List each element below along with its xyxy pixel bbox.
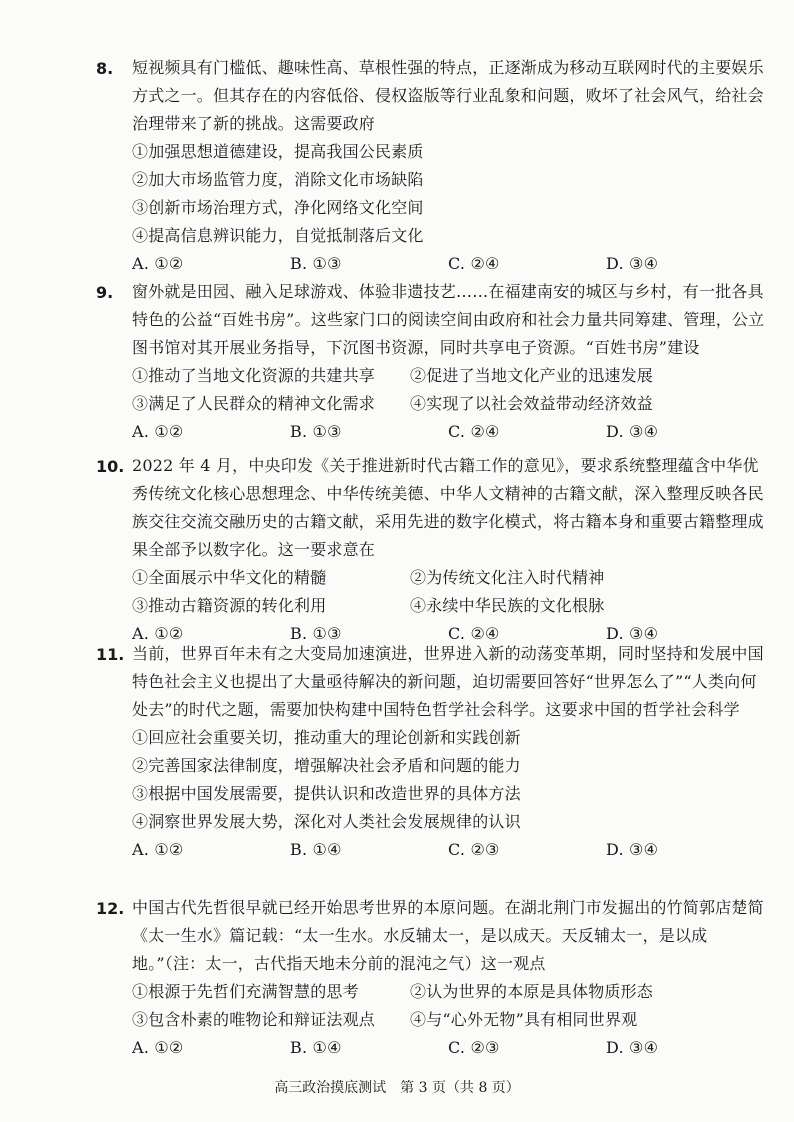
statement-2: ②促进了当地文化产业的迅速发展 bbox=[410, 366, 654, 385]
statement-3: ③包含朴素的唯物论和辩证法观点 bbox=[132, 1010, 376, 1029]
answer-d: D. ③④ bbox=[606, 254, 659, 273]
statement-row bbox=[132, 194, 772, 222]
answer-choices bbox=[132, 1034, 772, 1062]
answer-a: A. ①② bbox=[132, 1038, 184, 1057]
statement-row bbox=[132, 752, 772, 780]
question-number: 11. bbox=[96, 645, 125, 664]
question-number: 9. bbox=[96, 283, 114, 302]
statement-1: ①全面展示中华文化的精髓 bbox=[132, 568, 327, 587]
answer-choices bbox=[132, 418, 772, 446]
statement-row bbox=[132, 1006, 772, 1034]
statement-3: ③创新市场治理方式，净化网络文化空间 bbox=[132, 198, 424, 217]
statement-4: ④洞察世界发展大势，深化对人类社会发展规律的认识 bbox=[132, 812, 521, 831]
page-footer: 高三政治摸底测试 第 3 页（共 8 页） bbox=[274, 1080, 520, 1096]
answer-a: A. ①② bbox=[132, 624, 184, 643]
statement-row bbox=[132, 222, 772, 250]
question-body bbox=[132, 278, 772, 446]
statement-2: ②加大市场监管力度，消除文化市场缺陷 bbox=[132, 170, 424, 189]
answer-b: B. ①③ bbox=[290, 422, 342, 441]
question-body bbox=[132, 640, 772, 864]
answer-b: B. ①③ bbox=[290, 624, 342, 643]
answer-a: A. ①② bbox=[132, 422, 184, 441]
question-body bbox=[132, 894, 772, 1062]
answer-c: C. ②④ bbox=[448, 624, 500, 643]
answer-c: C. ②③ bbox=[448, 1038, 500, 1057]
statement-row bbox=[132, 390, 772, 418]
question-stem: 2022 年 4 月，中央印发《关于推进新时代古籍工作的意见》，要求系统整理蕴含中华优秀传统文化核心思想理念、中华传统美德、中华人文精神的古籍文献，深入整理反映各民族交往交流交融历史的古籍文献，采用先进的数字化模式，将古籍本身和重要古籍整理成果全部予以数字化。这一要求意在 bbox=[132, 456, 764, 559]
statement-2: ②为传统文化注入时代精神 bbox=[410, 568, 605, 587]
statement-4: ④实现了以社会效益带动经济效益 bbox=[410, 394, 654, 413]
statement-row bbox=[132, 808, 772, 836]
statement-4: ④永续中华民族的文化根脉 bbox=[410, 596, 605, 615]
answer-a: A. ①② bbox=[132, 840, 184, 859]
statement-4: ④提高信息辨识能力，自觉抵制落后文化 bbox=[132, 226, 424, 245]
answer-d: D. ③④ bbox=[606, 422, 659, 441]
statement-1: ①加强思想道德建设，提高我国公民素质 bbox=[132, 142, 424, 161]
statement-row bbox=[132, 592, 772, 620]
statement-row bbox=[132, 138, 772, 166]
question-number: 8. bbox=[96, 59, 114, 78]
question-number: 12. bbox=[96, 899, 125, 918]
statement-1: ①回应社会重要关切，推动重大的理论创新和实践创新 bbox=[132, 728, 521, 747]
answer-b: B. ①④ bbox=[290, 1038, 342, 1057]
statement-row bbox=[132, 564, 772, 592]
question-body bbox=[132, 54, 772, 278]
answer-d: D. ③④ bbox=[606, 840, 659, 859]
statement-row bbox=[132, 780, 772, 808]
statement-4: ④与“心外无物”具有相同世界观 bbox=[410, 1010, 638, 1029]
answer-d: D. ③④ bbox=[606, 624, 659, 643]
answer-b: B. ①④ bbox=[290, 840, 342, 859]
answer-d: D. ③④ bbox=[606, 1038, 659, 1057]
statement-3: ③满足了人民群众的精神文化需求 bbox=[132, 394, 376, 413]
question-stem: 短视频具有门槛低、趣味性高、草根性强的特点，正逐渐成为移动互联网时代的主要娱乐方式之一。但其存在的内容低俗、侵权盗版等行业乱象和问题，败坏了社会风气，给社会治理带来了新的挑战。这需要政府 bbox=[132, 58, 764, 133]
question-stem: 窗外就是田园、融入足球游戏、体验非遗技艺……在福建南安的城区与乡村，有一批各具特色的公益“百姓书房”。这些家门口的阅读空间由政府和社会力量共同筹建、管理，公立图书馆对其开展业务指导，下沉图书资源，同时共享电子资源。“百姓书房”建设 bbox=[132, 282, 765, 357]
question-stem: 当前，世界百年未有之大变局加速演进，世界进入新的动荡变革期，同时坚持和发展中国特色社会主义也提出了大量亟待解决的新问题，迫切需要回答好“世界怎么了”“人类向何处去”的时代之题，需要加快构建中国特色哲学社会科学。这要求中国的哲学社会科学 bbox=[132, 644, 764, 719]
statement-2: ②完善国家法律制度，增强解决社会矛盾和问题的能力 bbox=[132, 756, 521, 775]
statement-1: ①根源于先哲们充满智慧的思考 bbox=[132, 982, 359, 1001]
statement-row bbox=[132, 362, 772, 390]
statement-3: ③根据中国发展需要，提供认识和改造世界的具体方法 bbox=[132, 784, 521, 803]
statement-2: ②认为世界的本原是具体物质形态 bbox=[410, 982, 654, 1001]
answer-c: C. ②④ bbox=[448, 422, 500, 441]
answer-a: A. ①② bbox=[132, 254, 184, 273]
statement-3: ③推动古籍资源的转化利用 bbox=[132, 596, 327, 615]
statement-1: ①推动了当地文化资源的共建共享 bbox=[132, 366, 376, 385]
answer-c: C. ②③ bbox=[448, 840, 500, 859]
question-stem: 中国古代先哲很早就已经开始思考世界的本原问题。在湖北荆门市发掘出的竹简郭店楚简《太一生水》篇记载：“太一生水。水反辅太一，是以成天。天反辅太一，是以成地。”（注：太一，古代指天地未分前的混沌之气）这一观点 bbox=[132, 898, 764, 973]
answer-choices bbox=[132, 836, 772, 864]
statement-row bbox=[132, 978, 772, 1006]
statement-row bbox=[132, 166, 772, 194]
question-body bbox=[132, 452, 772, 648]
answer-c: C. ②④ bbox=[448, 254, 500, 273]
question-number: 10. bbox=[96, 457, 125, 476]
answer-choices bbox=[132, 250, 772, 278]
statement-row bbox=[132, 724, 772, 752]
answer-b: B. ①③ bbox=[290, 254, 342, 273]
